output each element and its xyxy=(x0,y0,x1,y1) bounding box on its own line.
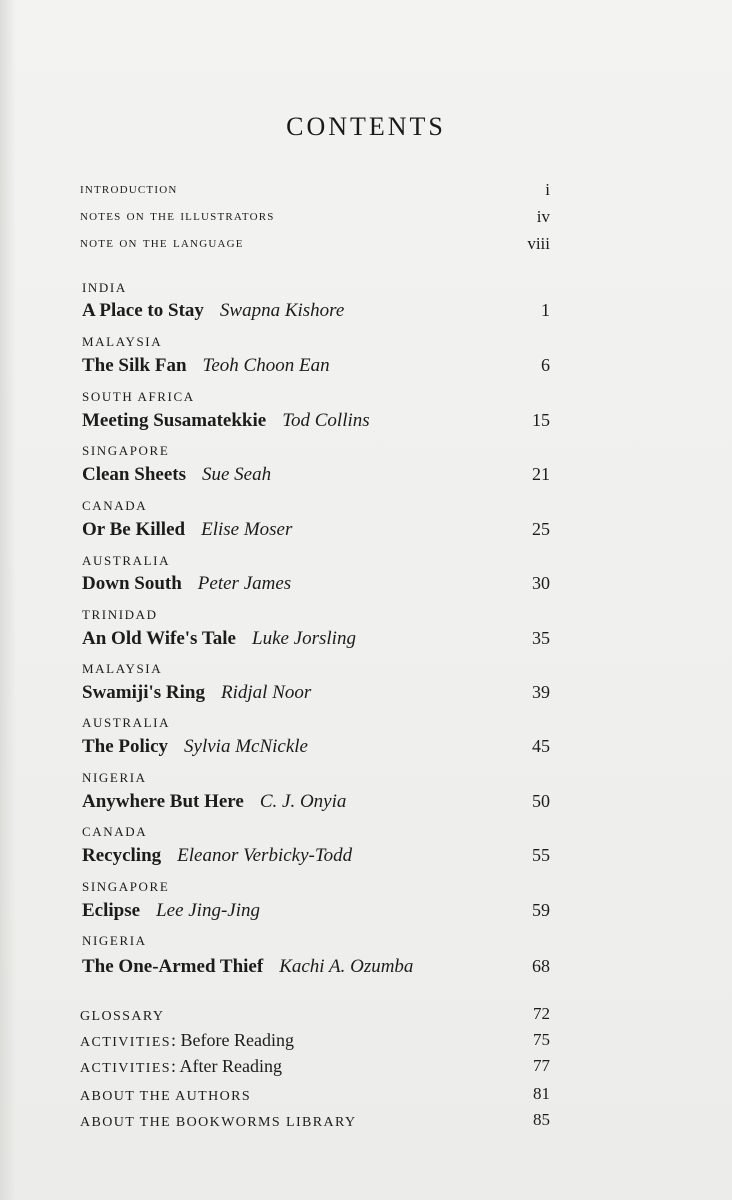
story-author: Kachi A. Ozumba xyxy=(279,956,414,977)
story-country: SOUTH AFRICA xyxy=(82,389,195,404)
story-title: Down South xyxy=(82,573,182,594)
story-page: 55 xyxy=(532,845,550,865)
entry-label: notes on the illustrators xyxy=(80,207,275,224)
toc-entry xyxy=(80,207,550,225)
toc-entry xyxy=(80,1084,550,1105)
toc-entry xyxy=(80,1004,550,1025)
story-entry xyxy=(82,300,550,322)
story-author: Sue Seah xyxy=(201,464,272,485)
story-country: MALAYSIA xyxy=(82,334,163,349)
entry-label: ABOUT THE BOOKWORMS LIBRARY xyxy=(80,1115,357,1130)
story-author: Elise Moser xyxy=(201,519,293,540)
entry-page: 77 xyxy=(533,1056,550,1075)
story-page: 21 xyxy=(532,464,550,484)
toc-entry xyxy=(80,1030,550,1051)
story-page: 35 xyxy=(532,628,550,648)
entry-page: 81 xyxy=(533,1084,550,1103)
story-title: Recycling xyxy=(82,845,162,866)
story-author: Eleanor Verbicky-Todd xyxy=(177,845,353,866)
story-page: 6 xyxy=(541,355,550,375)
story-title: An Old Wife's Tale xyxy=(82,628,236,649)
story-entry xyxy=(82,845,550,867)
story-entry xyxy=(82,410,550,432)
story-author: Swapna Kishore xyxy=(219,300,345,321)
entry-page: 75 xyxy=(533,1030,550,1049)
story-title: A Place to Stay xyxy=(82,300,204,321)
entry-page: i xyxy=(545,180,550,199)
story-page: 68 xyxy=(532,956,550,976)
story-entry xyxy=(82,791,550,813)
entry-page: viii xyxy=(527,234,550,253)
entry-label-rest: : Before Reading xyxy=(171,1030,294,1050)
story-page: 15 xyxy=(532,410,550,430)
page-edge-shadow xyxy=(0,0,16,1200)
entry-label: ACTIVITIES xyxy=(80,1035,171,1050)
story-country: MALAYSIA xyxy=(82,661,163,676)
story-country: SINGAPORE xyxy=(82,443,170,458)
story-author: Sylvia McNickle xyxy=(184,736,308,757)
story-country: AUSTRALIA xyxy=(82,715,171,730)
story-country: NIGERIA xyxy=(82,770,147,785)
story-author: Ridjal Noor xyxy=(221,682,312,703)
toc-entry xyxy=(80,234,550,252)
story-author: Lee Jing-Jing xyxy=(156,900,260,921)
story-entry xyxy=(82,355,550,377)
story-page: 1 xyxy=(541,300,550,320)
story-page: 25 xyxy=(532,519,550,539)
story-page: 45 xyxy=(532,736,550,756)
story-author: Luke Jorsling xyxy=(252,628,356,649)
story-entry xyxy=(82,682,550,704)
story-country: CANADA xyxy=(82,498,148,513)
entry-label: ABOUT THE AUTHORS xyxy=(80,1089,252,1104)
entry-page: 85 xyxy=(533,1110,550,1129)
story-page: 59 xyxy=(532,900,550,920)
story-page: 39 xyxy=(532,682,550,702)
story-author: C. J. Onyia xyxy=(259,791,347,812)
entry-label: note on the language xyxy=(80,234,244,251)
story-country: SINGAPORE xyxy=(82,879,170,894)
story-entry xyxy=(82,464,550,486)
story-title: Swamiji's Ring xyxy=(82,682,205,703)
story-country: CANADA xyxy=(82,824,148,839)
entry-page: 72 xyxy=(533,1004,550,1023)
story-title: The Silk Fan xyxy=(82,355,187,376)
story-country: INDIA xyxy=(82,280,127,295)
entry-label: GLOSSARY xyxy=(80,1009,165,1024)
story-title: The One-Armed Thief xyxy=(82,956,264,977)
story-title: Eclipse xyxy=(82,900,141,921)
story-title: Meeting Susamatekkie xyxy=(82,410,267,431)
story-entry xyxy=(82,573,550,595)
story-entry xyxy=(82,900,550,922)
story-page: 30 xyxy=(532,573,550,593)
story-country: NIGERIA xyxy=(82,933,147,948)
contents-title: CONTENTS xyxy=(286,112,446,141)
story-title: Anywhere But Here xyxy=(82,791,244,812)
story-title: Clean Sheets xyxy=(82,464,186,485)
toc-entry xyxy=(80,1110,550,1131)
story-entry xyxy=(82,956,550,978)
toc-entry xyxy=(80,180,550,198)
story-country: AUSTRALIA xyxy=(82,553,171,568)
story-entry xyxy=(82,519,550,541)
story-title: Or Be Killed xyxy=(82,519,186,540)
entry-page: iv xyxy=(536,207,550,226)
story-author: Teoh Choon Ean xyxy=(202,355,330,376)
story-title: The Policy xyxy=(82,736,169,757)
story-country: TRINIDAD xyxy=(82,607,158,622)
story-author: Tod Collins xyxy=(282,410,370,431)
story-entry xyxy=(82,628,550,650)
entry-label: ACTIVITIES xyxy=(80,1061,171,1076)
story-page: 50 xyxy=(532,791,550,811)
entry-label: introduction xyxy=(80,180,178,197)
story-entry xyxy=(82,736,550,758)
entry-label-rest: : After Reading xyxy=(171,1056,282,1076)
toc-entry xyxy=(80,1056,550,1077)
story-author: Peter James xyxy=(197,573,292,594)
